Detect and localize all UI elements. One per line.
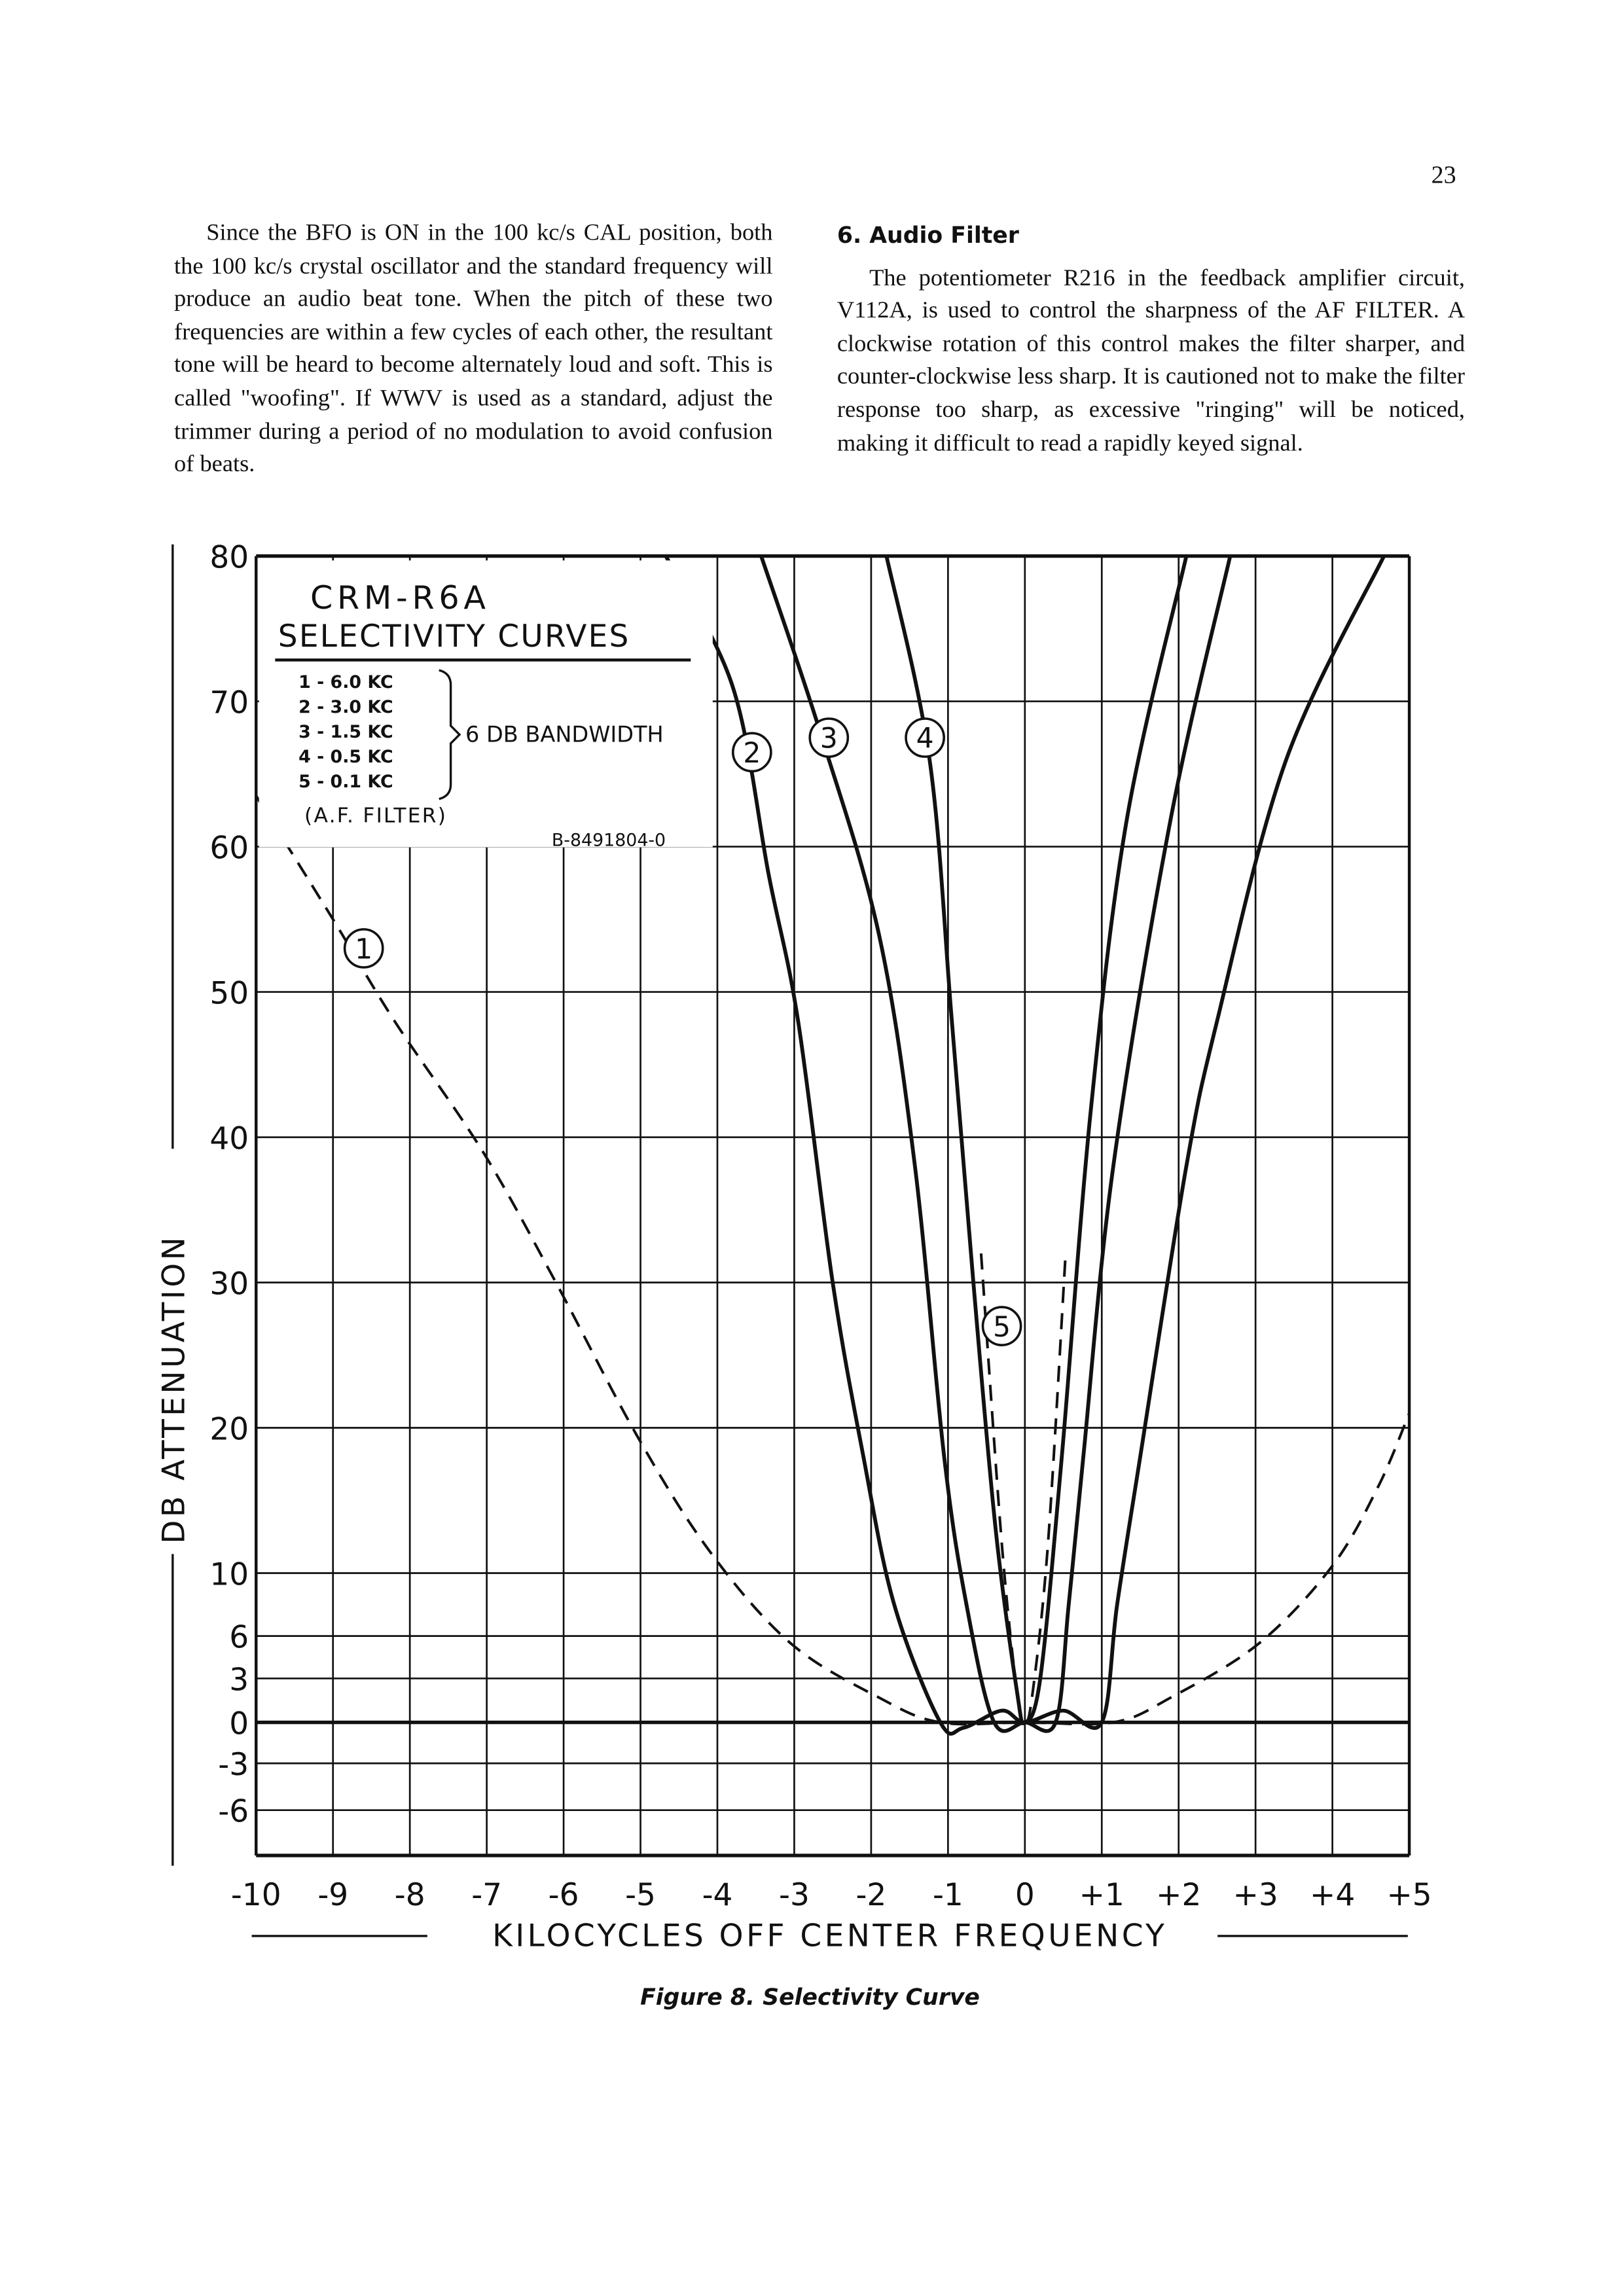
y-tick-label: 6 — [229, 1619, 249, 1656]
y-axis-label: DB ATTENUATION — [156, 1234, 192, 1544]
drawing-number: B-8491804-0 — [551, 830, 666, 851]
figure-caption: Figure 8. Selectivity Curve — [640, 1984, 980, 2011]
x-tick-label: 0 — [1015, 1877, 1035, 1914]
y-tick-label: 30 — [209, 1266, 249, 1302]
y-tick-label: 50 — [209, 975, 249, 1012]
x-tick-label: -5 — [625, 1877, 656, 1914]
paragraph-calibration: Since the BFO is ON in the 100 kc/s CAL position, both the 100 kc/s crystal oscillator and the standard frequency will produce an audio beat tone. When the pitch of these two frequencies are within a few cycles of each other, the resultant tone will be heard to become alternately loud and soft. This is called "woofing". If WWV is used as a standard, adjust the trimmer during a period of no modulation to avoid confusion of beats. — [174, 218, 773, 478]
curve-label-2: 2 — [743, 737, 761, 770]
curve-label-4: 4 — [916, 723, 934, 755]
y-tick-label: 40 — [209, 1121, 249, 1157]
y-tick-labels — [209, 539, 249, 1829]
y-tick-label: 60 — [209, 830, 249, 867]
curve-label-1: 1 — [355, 933, 373, 966]
legend-entry-4: 4 - 0.5 KC — [298, 746, 393, 767]
x-tick-label: +4 — [1310, 1877, 1356, 1914]
legend-entry-1: 1 - 6.0 KC — [298, 672, 393, 692]
x-tick-label: -9 — [317, 1877, 349, 1914]
legend-box — [259, 560, 713, 850]
x-tick-label: -10 — [230, 1877, 281, 1914]
x-tick-label: +3 — [1233, 1877, 1278, 1914]
curve-label-3: 3 — [819, 723, 838, 755]
legend-entry-3: 3 - 1.5 KC — [298, 721, 393, 742]
legend-note: (A.F. FILTER) — [304, 804, 448, 828]
x-tick-label: -1 — [932, 1877, 963, 1914]
legend-entry-5: 5 - 0.1 KC — [298, 771, 393, 792]
y-tick-label: 80 — [209, 539, 249, 576]
chart-title: CRM-R6A — [310, 579, 490, 617]
legend-entry-2: 2 - 3.0 KC — [298, 696, 393, 717]
x-tick-label: -8 — [394, 1877, 425, 1914]
x-tick-label: -3 — [779, 1877, 810, 1914]
x-tick-labels — [231, 1877, 1432, 1913]
x-tick-label: +1 — [1079, 1877, 1125, 1914]
x-tick-label: -6 — [548, 1877, 579, 1914]
y-tick-label: 10 — [209, 1556, 249, 1593]
chart-subtitle: SELECTIVITY CURVES — [278, 619, 630, 655]
curve-label-5: 5 — [993, 1311, 1011, 1344]
y-tick-label: 3 — [229, 1662, 249, 1698]
x-axis-label: KILOCYCLES OFF CENTER FREQUENCY — [492, 1918, 1168, 1954]
y-tick-label: 0 — [229, 1706, 249, 1742]
section-heading: 6. Audio Filter — [837, 222, 1019, 249]
x-tick-label: -4 — [702, 1877, 733, 1914]
y-tick-label: -6 — [218, 1793, 249, 1830]
y-tick-label: 70 — [209, 685, 249, 721]
x-tick-label: +2 — [1156, 1877, 1202, 1914]
legend-group-label: 6 DB BANDWIDTH — [465, 721, 664, 747]
x-tick-label: -2 — [855, 1877, 887, 1914]
paragraph-audio-filter: The potentiometer R216 in the feedback amplifier circuit, V112A, is used to control the sharpness of the AF FILTER. A clockwise rotation of this control makes the filter sharper, and counter-clockwise less sharp. It is cautioned not to make the filter response too sharp, as excessive "ringing" will be noticed, making it difficult to read a rapidly keyed signal. — [837, 262, 1466, 456]
page-number: 23 — [1431, 160, 1456, 189]
x-tick-label: +5 — [1386, 1877, 1432, 1914]
y-tick-label: -3 — [218, 1747, 249, 1784]
x-tick-label: -7 — [471, 1877, 503, 1914]
y-tick-label: 20 — [209, 1411, 249, 1448]
